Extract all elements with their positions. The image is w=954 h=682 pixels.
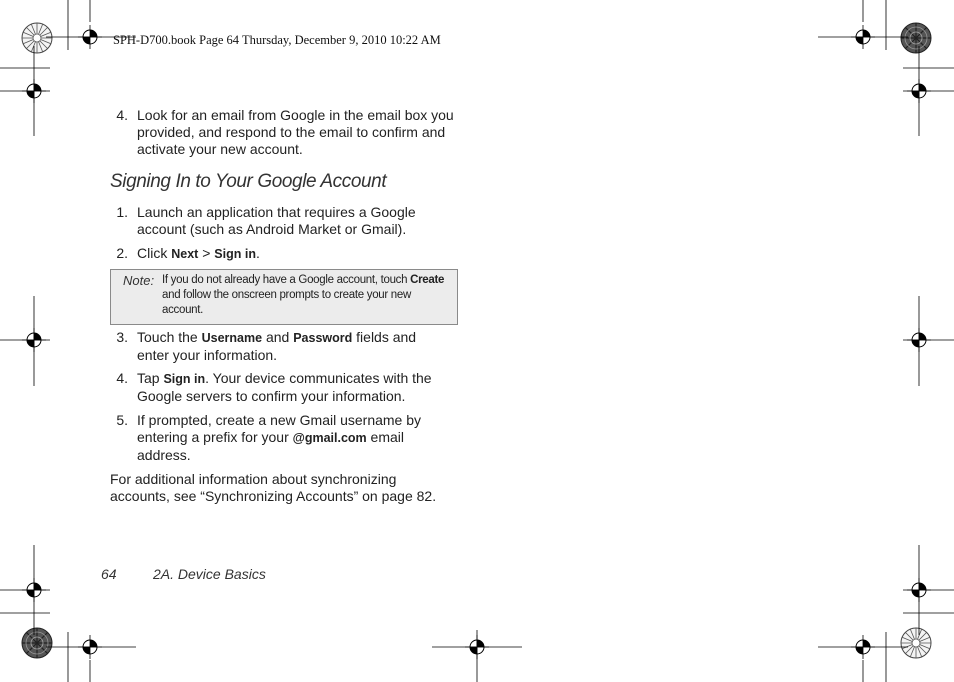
note-text: If you do not already have a Google account, touch Create and follow the onscreen prompts to create your new account. — [162, 274, 445, 316]
step-text: Touch the Username and Password fields and enter your information. — [137, 329, 417, 363]
color-wheel-icon — [22, 23, 52, 53]
step-text: Click Next > Sign in. — [137, 245, 260, 261]
print-slug: SPH-D700.book Page 64 Thursday, December 9, 2010 10:22 AM — [113, 33, 441, 47]
ui-label-next: Next — [171, 247, 199, 261]
step-number: 2. — [116, 245, 128, 261]
color-wheel-icon — [901, 23, 931, 53]
ui-label-sign-in: Sign in — [163, 372, 206, 386]
ui-label-gmail-domain: @gmail.com — [292, 431, 367, 445]
step-text: If prompted, create a new Gmail username by entering a prefix for your @gmail.com email address. — [137, 412, 422, 463]
note-label: Note: — [123, 273, 155, 288]
note-box — [110, 269, 458, 325]
cross-reference-paragraph: For additional information about synchronizing accounts, see “Synchronizing Accounts” on page 82. — [110, 471, 437, 504]
step-text: Look for an email from Google in the email box you provided, and respond to the email to confirm and activate your new account. — [137, 107, 454, 157]
color-wheel-icon — [22, 628, 52, 658]
step-text: Tap Sign in. Your device communicates with the Google servers to confirm your information. — [137, 370, 432, 404]
color-wheel-icon — [901, 628, 931, 658]
page-number: 64 — [101, 566, 117, 582]
ui-label-username: Username — [201, 331, 263, 345]
step-number: 1. — [116, 204, 128, 220]
ui-label-sign-in: Sign in — [214, 247, 256, 261]
section-name: 2A. Device Basics — [153, 566, 266, 582]
step-number: 4. — [116, 370, 128, 386]
step-number: 3. — [116, 329, 128, 345]
section-heading: Signing In to Your Google Account — [110, 171, 387, 192]
ui-label-create: Create — [410, 274, 445, 286]
step-number: 4. — [116, 107, 128, 123]
step-text: Launch an application that requires a Google account (such as Android Market or Gmail). — [137, 204, 416, 237]
ui-label-password: Password — [293, 331, 353, 345]
step-number: 5. — [116, 412, 128, 428]
